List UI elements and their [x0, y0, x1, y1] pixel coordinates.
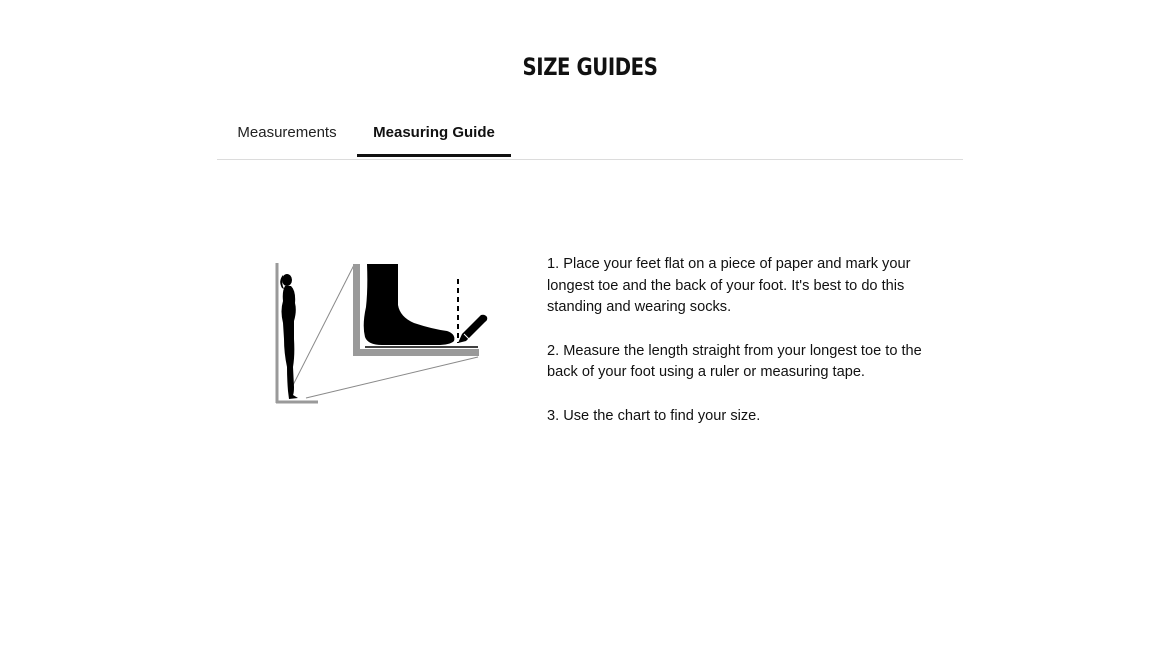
step-1-text: 1. Place your feet flat on a piece of paper and mark your longest toe and the back of your foot. It's best to do this standing and wearing socks.	[547, 256, 911, 315]
foot-silhouette-icon	[364, 264, 478, 347]
foot-measuring-illustration-icon	[272, 259, 492, 407]
step-2-text: 2. Measure the length straight from your longest toe to the back of your foot using a ruler or measuring tape.	[547, 342, 922, 380]
pen-icon	[458, 315, 487, 343]
tab-bar	[217, 116, 963, 160]
step-3-text: 3. Use the chart to find your size.	[547, 407, 761, 424]
page-title: SIZE GUIDES	[522, 53, 658, 81]
tab-measurements[interactable]: Measurements	[237, 124, 337, 141]
tab-measuring-guide[interactable]: Measuring Guide	[357, 116, 511, 157]
measuring-steps	[547, 254, 947, 449]
